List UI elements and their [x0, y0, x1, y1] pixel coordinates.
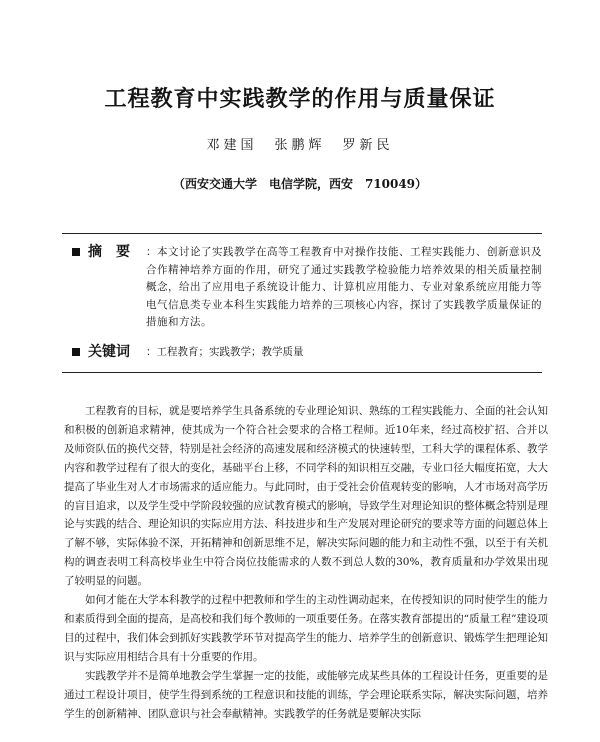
- body-text: [64, 402, 548, 723]
- abstract-text: ：本文讨论了实践教学在高等工程教育中对操作技能、工程实践能力、创新意识及合作精神培养方面的作用，研究了通过实践教学检验能力培养效果的相关质量控制概念，给出了应用电子系统设计能力、计算机应用能力、专业对象系统应用能力等电气信息类专业本科生实践能力培养的三项核心内容，探讨了实践教学质量保证的措施和方法。: [146, 246, 542, 328]
- author-list: 邓建国 张鹏辉 罗新民: [206, 138, 394, 153]
- keywords-text: ：工程教育；实践教学；教学质量: [146, 346, 304, 358]
- abstract-top-rule: [62, 233, 542, 234]
- square-bullet-icon: [72, 248, 80, 256]
- keywords-label-text: 关键词: [88, 344, 130, 360]
- abstract-label: [72, 241, 130, 261]
- body-paragraph: 如何才能在大学本科教学的过程中把教师和学生的主动性调动起来，在传授知识的同时使学生的能力和素质得到全面的提高，是高校和我们每个教师的一项重要任务。在落实教育部提出的“质量工程”建设项目的过程中，我们体会到抓好实践教学环节对提高学生的能力、培养学生的创新意识、锻炼学生把理论知识与实际应用相结合具有十分重要的作用。: [64, 594, 548, 663]
- abstract-label-text: 摘 要: [88, 244, 130, 260]
- paper-title: 工程教育中实践教学的作用与质量保证: [104, 87, 496, 112]
- author-affiliation: （西安交通大学 电信学院，西安 710049）: [172, 177, 428, 191]
- keywords-label: [72, 341, 130, 361]
- body-paragraph: 实践教学并不是简单地教会学生掌握一定的技能，或能够完成某些具体的工程设计任务，更重要的是通过工程设计项目，使学生得到系统的工程意识和技能的训练，学会理论联系实际，解决实际问题，培养学生的创新精神、团队意识与社会奉献精神。实践教学的任务就是要解决实际: [64, 669, 548, 720]
- square-bullet-icon: [72, 348, 80, 356]
- abstract-bottom-rule: [62, 372, 542, 373]
- body-paragraph: 工程教育的目标，就是要培养学生具备系统的专业理论知识、熟练的工程实践能力、全面的社会认知和积极的创新追求精神，使其成为一个符合社会要求的合格工程师。近10年来，经过高校扩招、合并以及师资队伍的换代交替，特别是社会经济的高速发展和经济模式的快速转型，工科大学的课程体系、教学内容和教学过程有了很大的变化，基础平台上移，不同学科的知识相互交融，专业口径大幅度拓宽，大大提高了毕业生对人才市场需求的适应能力。与此同时，由于受社会价值观转变的影响，人才市场对高学历的盲目追求，以及学生受中学阶段较强的应试教育模式的影响，导致学生对理论知识的整体概念特别是理论与实践的结合、理论知识的实际应用方法、科技进步和生产发展对理论研究的要求等方面的问题总体上了解不够，实际体验不深，开拓精神和创新思维不足，解决实际问题的能力和主动性不强，以至于有关机构的调查表明工科高校毕业生中符合岗位技能需求的人数不到总人数的30%，教育质量和办学效果出现了较明显的问题。: [64, 405, 548, 588]
